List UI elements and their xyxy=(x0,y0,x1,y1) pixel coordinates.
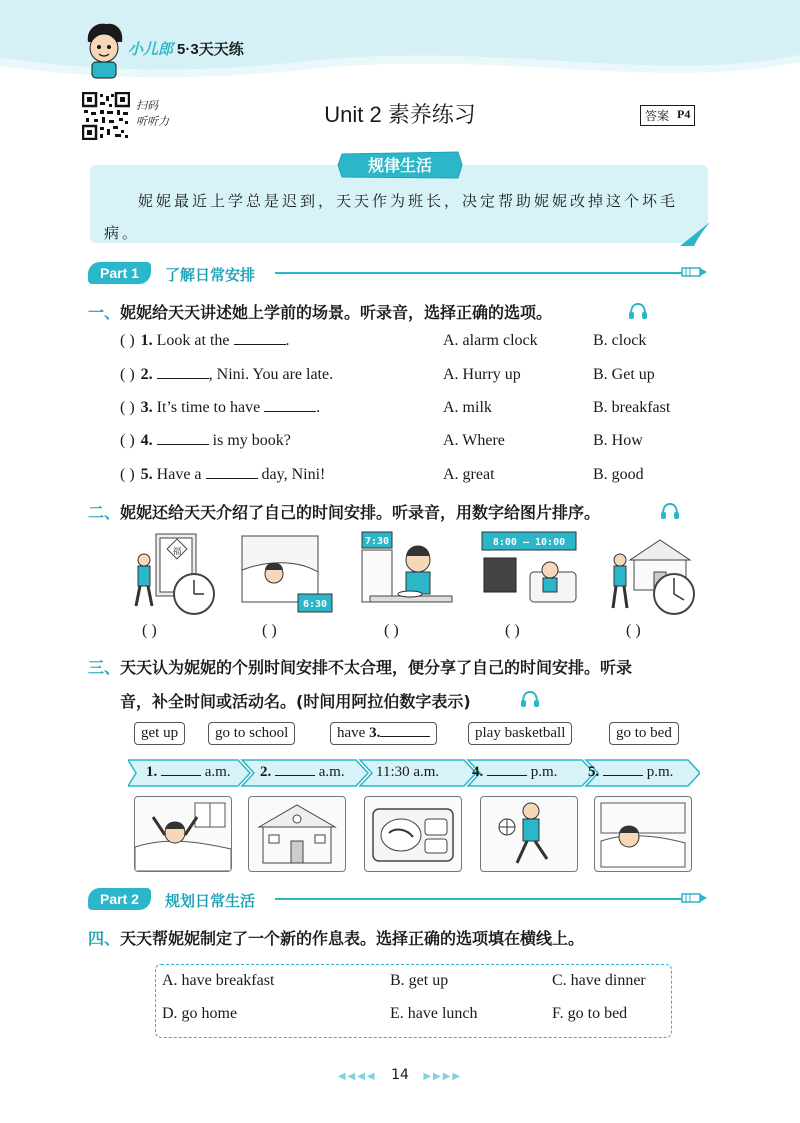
picture-order-paren[interactable]: ( ) xyxy=(505,622,520,639)
time-slot xyxy=(376,764,439,781)
option-b[interactable]: B. good xyxy=(593,466,644,483)
pencil-icon xyxy=(680,890,708,906)
part1-divider xyxy=(275,272,685,274)
activity-label: have xyxy=(337,725,366,741)
page-number: 14 xyxy=(391,1067,409,1083)
item-text-pre: Have a xyxy=(156,466,202,483)
fill-blank[interactable] xyxy=(487,775,527,776)
headphones-icon[interactable] xyxy=(520,690,540,708)
q4-heading xyxy=(88,926,584,949)
answer-paren[interactable]: ( ) xyxy=(120,466,135,483)
page-title: Unit 2 素养练习 xyxy=(324,102,476,127)
q1-row xyxy=(120,332,290,350)
q4-text: 天天帮妮妮制定了一个新的作息表。选择正确的选项填在横线上。 xyxy=(120,929,585,948)
time-slot xyxy=(588,764,673,781)
activity-label: play basketball xyxy=(468,722,572,745)
blank-number: 5. xyxy=(588,764,600,780)
picture-boy-sleeping xyxy=(594,796,692,872)
item-text-pre: Look at the xyxy=(156,332,230,349)
fill-blank[interactable] xyxy=(157,378,209,379)
option-b[interactable]: B. clock xyxy=(593,332,647,349)
option-item[interactable]: E. have lunch xyxy=(390,1005,478,1022)
time-unit: p.m. xyxy=(530,764,558,780)
fill-blank[interactable] xyxy=(206,478,258,479)
answer-paren[interactable]: ( ) xyxy=(120,399,135,416)
blank-number: 4. xyxy=(472,764,484,780)
q1-row xyxy=(120,366,333,384)
headphones-icon[interactable] xyxy=(628,302,648,320)
picture-girl-returning-home xyxy=(600,530,698,616)
activity-label: get up xyxy=(134,722,185,745)
item-text-post: . xyxy=(285,332,290,349)
q3-heading-line1 xyxy=(88,655,632,678)
q2-heading xyxy=(88,500,600,523)
option-item[interactable]: B. get up xyxy=(390,972,449,989)
picture-girl-eating xyxy=(360,530,458,616)
picture-girl-in-bed xyxy=(238,530,336,616)
picture-boy-waking-up xyxy=(134,796,232,872)
mascot-icon xyxy=(80,20,128,80)
time-slot xyxy=(260,764,345,781)
time-unit: a.m. xyxy=(204,764,231,780)
option-b[interactable]: B. How xyxy=(593,432,643,449)
option-a[interactable]: A. Hurry up xyxy=(443,366,521,383)
item-number: 5. xyxy=(140,466,153,483)
story-text xyxy=(104,185,694,249)
item-text-post: . xyxy=(316,399,321,416)
q1-row xyxy=(120,432,291,450)
fill-blank[interactable] xyxy=(275,775,315,776)
q2-text: 妮妮还给天天介绍了自己的时间安排。听录音，用数字给图片排序。 xyxy=(120,503,601,522)
time-slot xyxy=(146,764,231,781)
part2-divider xyxy=(275,898,685,900)
picture-order-paren[interactable]: ( ) xyxy=(384,622,399,639)
picture-lunch-tray xyxy=(364,796,462,872)
option-a[interactable]: A. alarm clock xyxy=(443,332,538,349)
answer-page: P4 xyxy=(677,107,691,121)
q1-number: 一、 xyxy=(88,303,121,322)
time-slot xyxy=(472,764,557,781)
qr-label-line2: 听听力 xyxy=(136,115,169,128)
item-number: 3. xyxy=(140,399,153,416)
picture-boy-playing-basketball xyxy=(480,796,578,872)
time-unit: 11:30 a.m. xyxy=(376,764,440,780)
activity-label: go to school xyxy=(208,722,295,745)
option-a[interactable]: A. great xyxy=(443,466,495,483)
blank-number: 3. xyxy=(369,725,381,741)
q3-number: 三、 xyxy=(88,658,121,677)
answer-paren[interactable]: ( ) xyxy=(120,366,135,383)
q1-row xyxy=(120,466,325,484)
item-text-post: day, Nini! xyxy=(257,466,326,483)
time-unit: a.m. xyxy=(318,764,345,780)
activity-label: go to bed xyxy=(609,722,679,745)
option-item[interactable]: D. go home xyxy=(162,1005,238,1022)
q3-text-line2: 音，补全时间或活动名。(时间用阿拉伯数字表示) xyxy=(120,692,471,711)
picture-clock-readout: 7:30 xyxy=(364,536,390,547)
picture-school-building xyxy=(248,796,346,872)
blank-number: 2. xyxy=(260,764,272,780)
q3-text-line1: 天天认为妮妮的个别时间安排不太合理，便分享了自己的时间安排。听录 xyxy=(120,658,633,677)
item-number: 2. xyxy=(140,366,153,383)
q2-number: 二、 xyxy=(88,503,121,522)
right-arrows-icon: ▶▶▶▶ xyxy=(423,1071,463,1082)
time-unit: p.m. xyxy=(646,764,674,780)
pencil-icon xyxy=(680,264,708,280)
item-number: 4. xyxy=(140,432,153,449)
picture-clock-readout: 6:30 xyxy=(302,599,328,610)
part2-title: 规划日常生活 xyxy=(165,892,256,910)
part1-badge: Part 1 xyxy=(88,262,151,284)
q1-row xyxy=(120,399,320,417)
fill-blank[interactable] xyxy=(603,775,643,776)
series-name: 5·3天天练 xyxy=(177,41,244,58)
option-item[interactable]: F. go to bed xyxy=(552,1005,628,1022)
part1-title: 了解日常安排 xyxy=(165,266,256,284)
blank-number: 1. xyxy=(146,764,158,780)
picture-order-paren[interactable]: ( ) xyxy=(626,622,641,639)
item-text-pre: It’s time to have xyxy=(156,399,261,416)
fill-blank[interactable] xyxy=(157,444,209,445)
option-item[interactable]: C. have dinner xyxy=(552,972,646,989)
picture-order-paren[interactable]: ( ) xyxy=(262,622,277,639)
fill-blank[interactable] xyxy=(161,775,201,776)
answer-label: 答案 xyxy=(645,109,670,123)
brand xyxy=(128,38,244,59)
door-sign-text: 福 xyxy=(172,547,182,557)
answer-paren[interactable]: ( ) xyxy=(120,432,135,449)
headphones-icon[interactable] xyxy=(660,502,680,520)
item-text-post: , Nini. You are late. xyxy=(208,366,334,383)
option-b[interactable]: B. Get up xyxy=(593,366,655,383)
q1-heading xyxy=(88,300,552,323)
q3-heading-line2 xyxy=(120,689,471,712)
answer-ref-badge[interactable] xyxy=(640,105,695,126)
picture-clock-readout: 8:00 — 10:00 xyxy=(492,537,566,548)
brand-name: 小儿郎 xyxy=(128,41,174,58)
q4-number: 四、 xyxy=(88,929,121,948)
story-tab-label: 规律生活 xyxy=(367,156,432,175)
picture-order-paren[interactable]: ( ) xyxy=(142,622,157,639)
fill-blank[interactable] xyxy=(264,411,316,412)
option-b[interactable]: B. breakfast xyxy=(593,399,671,416)
picture-girl-leaving-home xyxy=(118,530,216,616)
activity-label-with-blank xyxy=(330,722,437,745)
left-arrows-icon: ◀◀◀◀ xyxy=(337,1071,377,1082)
page-footer xyxy=(0,1067,800,1083)
fill-blank[interactable] xyxy=(380,736,430,737)
picture-girl-watching-tv xyxy=(480,530,578,616)
item-text-post: is my book? xyxy=(208,432,291,449)
answer-paren[interactable]: ( ) xyxy=(120,332,135,349)
option-a[interactable]: A. Where xyxy=(443,432,505,449)
item-number: 1. xyxy=(140,332,153,349)
option-item[interactable]: A. have breakfast xyxy=(162,972,275,989)
qr-label-line1: 扫码 xyxy=(136,99,158,112)
q1-text: 妮妮给天天讲述她上学前的场景。听录音，选择正确的选项。 xyxy=(120,303,553,322)
option-a[interactable]: A. milk xyxy=(443,399,492,416)
story-text-content: 妮妮最近上学总是迟到，天天作为班长，决定帮助妮妮改掉这个坏毛病。 xyxy=(104,192,679,242)
part2-badge: Part 2 xyxy=(88,888,151,910)
fill-blank[interactable] xyxy=(234,344,286,345)
